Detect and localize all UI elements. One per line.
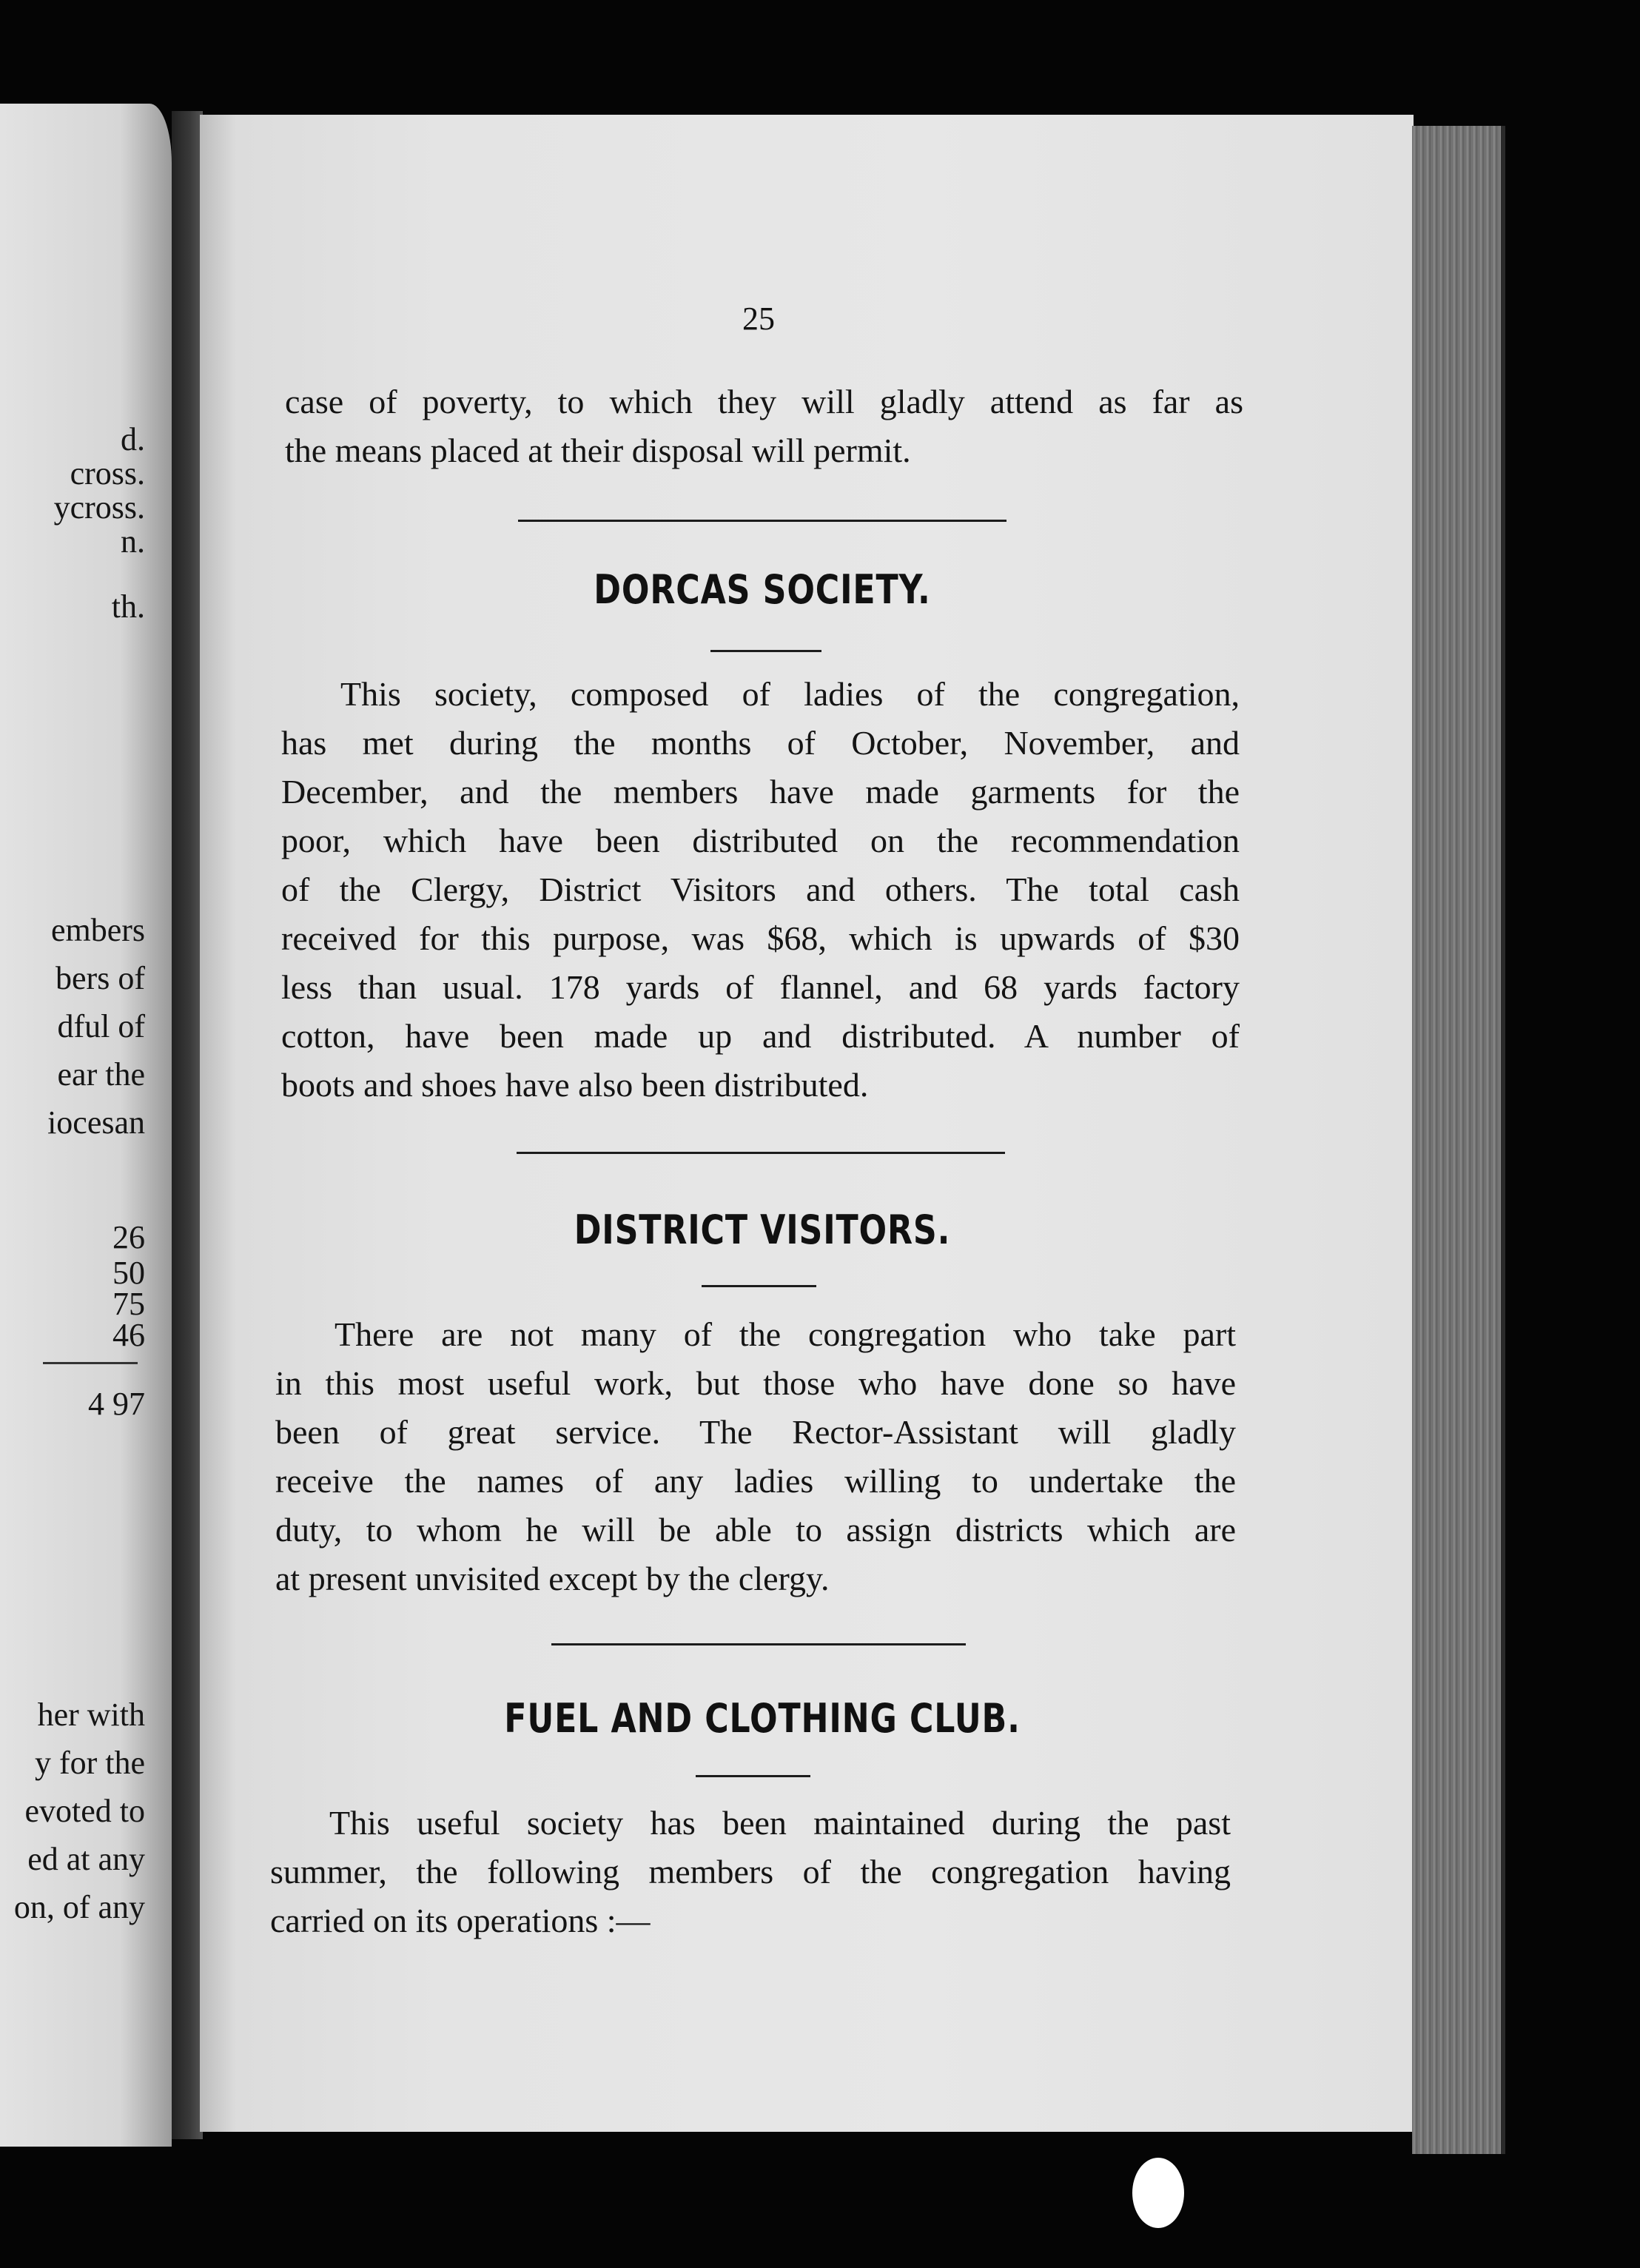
text-line: This useful society has been maintained during the past — [329, 1804, 1231, 1842]
left-page-text: cross. — [70, 455, 145, 491]
text-line: receive the names of any ladies willing to undertake the — [275, 1462, 1236, 1500]
heading-underline — [710, 650, 821, 652]
section-heading-fuel-clothing-club: FUEL AND CLOTHING CLUB. — [504, 1695, 1021, 1742]
left-page-text: ear the — [57, 1056, 145, 1093]
left-page-text: bers of — [56, 960, 145, 996]
intro-paragraph — [285, 378, 1243, 475]
left-page-text: her with — [37, 1697, 145, 1733]
heading-underline — [702, 1285, 816, 1287]
left-page-rule — [43, 1362, 138, 1364]
left-page-text: th. — [111, 588, 145, 625]
left-page-text: iocesan — [47, 1104, 145, 1141]
district-visitors-paragraph — [275, 1310, 1236, 1603]
left-page-number: 75 — [112, 1286, 145, 1322]
left-page-text: ycross. — [53, 489, 145, 526]
left-page-text: ed at any — [27, 1841, 145, 1877]
text-line: at present unvisited except by the clergy. — [275, 1560, 830, 1597]
section-heading-district-visitors: DISTRICT VISITORS. — [574, 1207, 951, 1253]
text-line: less than usual. 178 yards of flannel, and 68 yards factory — [281, 968, 1240, 1006]
left-page-number: 4 97 — [88, 1386, 145, 1422]
left-page-text: on, of any — [13, 1889, 145, 1925]
paper-speck — [1132, 2158, 1184, 2228]
text-line: boots and shoes have also been distributed. — [281, 1066, 869, 1104]
left-page-number: 26 — [112, 1219, 145, 1255]
section-divider — [517, 1152, 1005, 1154]
heading-underline — [696, 1775, 810, 1777]
left-page-text: d. — [121, 421, 145, 457]
text-line: This society, composed of ladies of the congregation, — [340, 675, 1240, 713]
page-number: 25 — [742, 301, 775, 337]
left-page-text: n. — [121, 523, 145, 560]
text-line: of the Clergy, District Visitors and others. The total cash — [281, 870, 1240, 908]
fuel-clothing-paragraph — [270, 1799, 1231, 1945]
text-line: carried on its operations :— — [270, 1902, 651, 1939]
text-line: case of poverty, to which they will gladly attend as far as — [285, 383, 1243, 420]
section-divider — [518, 520, 1006, 522]
left-page-text: y for the — [34, 1745, 145, 1781]
text-line: in this most useful work, but those who have done so have — [275, 1364, 1236, 1402]
text-line: cotton, have been made up and distributed. A number of — [281, 1017, 1240, 1055]
section-divider — [551, 1643, 966, 1645]
text-line: poor, which have been distributed on the recommendation — [281, 822, 1240, 859]
text-line: received for this purpose, was $68, which is upwards of $30 — [281, 919, 1240, 957]
text-line: been of great service. The Rector-Assistant will gladly — [275, 1413, 1236, 1451]
text-line: summer, the following members of the congregation having — [270, 1853, 1231, 1890]
text-line: December, and the members have made garments for the — [281, 773, 1240, 811]
text-line: has met during the months of October, November, and — [281, 724, 1240, 762]
text-line: the means placed at their disposal will permit. — [285, 432, 911, 469]
left-page-text: dful of — [57, 1008, 145, 1044]
left-page-number: 50 — [112, 1255, 145, 1291]
text-line: duty, to whom he will be able to assign districts which are — [275, 1511, 1236, 1549]
left-page — [0, 104, 172, 2147]
left-page-text: evoted to — [24, 1793, 145, 1829]
text-line: There are not many of the congregation who take part — [335, 1315, 1236, 1353]
page-edge — [1412, 126, 1505, 2154]
dorcas-paragraph — [281, 670, 1240, 1110]
book-gutter — [172, 111, 203, 2139]
left-page-text: embers — [50, 912, 145, 948]
section-heading-dorcas: DORCAS SOCIETY. — [594, 566, 931, 613]
left-page-number: 46 — [112, 1317, 145, 1353]
